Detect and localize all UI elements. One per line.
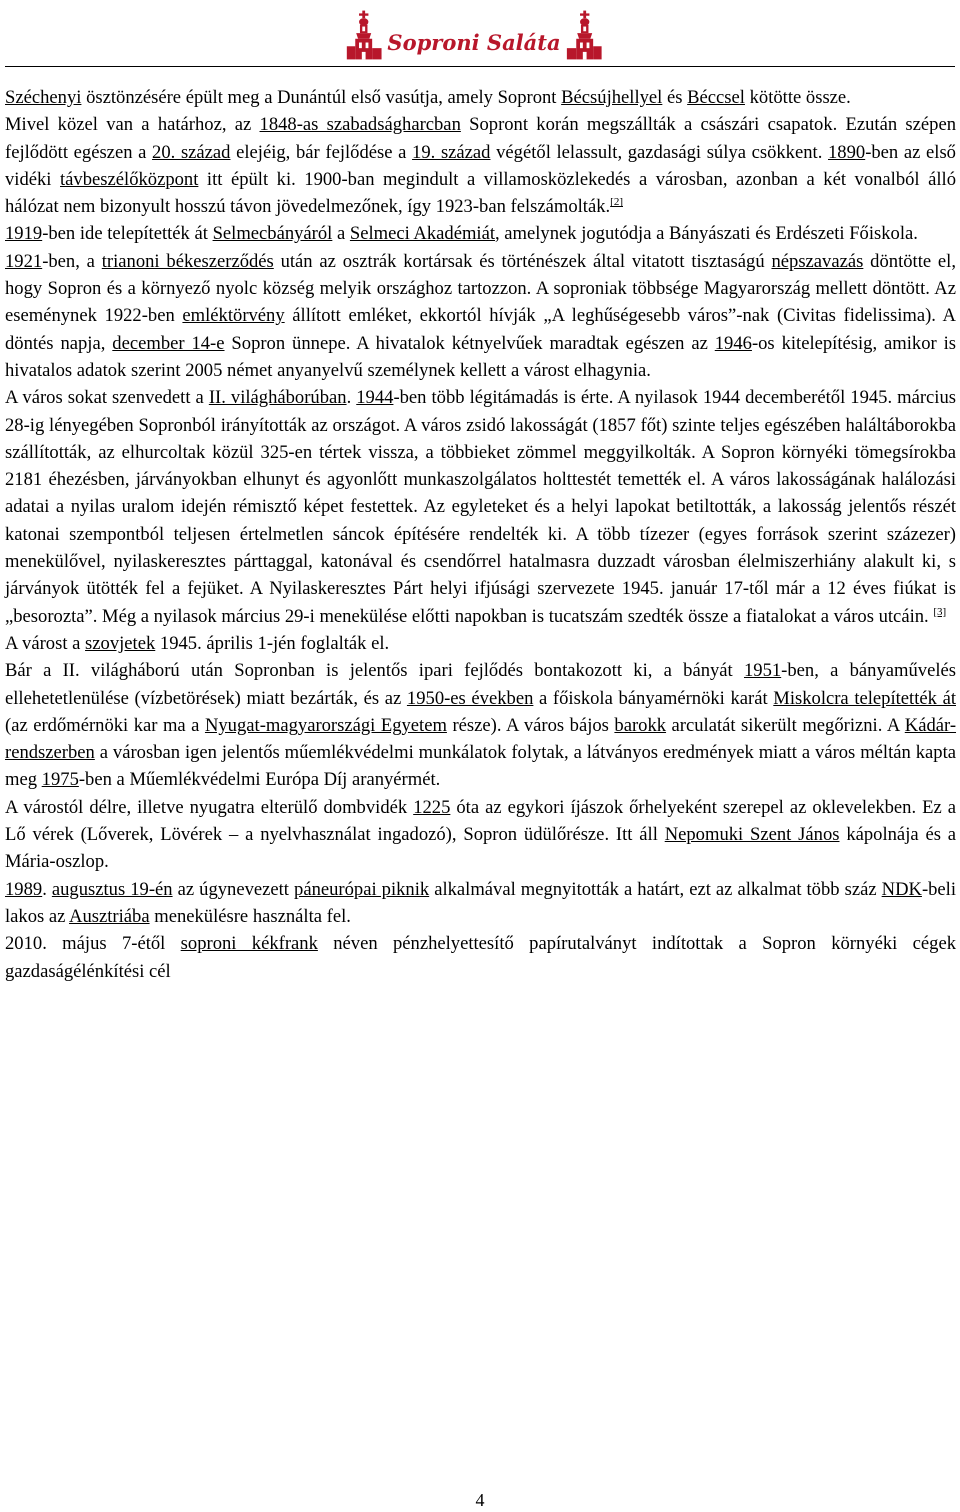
text-run: döntötte el, hogy Sopron és a környező nyolc község melyik országhoz tartozzon. A soproniak többsége Magyarország mellett döntött. Az eseménynek 1922-ben bbox=[5, 250, 956, 327]
wiki-link[interactable]: Miskolcra telepítették át bbox=[773, 687, 956, 709]
text-run: a bbox=[332, 223, 350, 245]
header-divider bbox=[5, 66, 955, 67]
paragraph bbox=[5, 84, 956, 111]
text-run: 2010. május 7-étől bbox=[5, 933, 181, 955]
text-run: A város sokat szenvedett a bbox=[5, 387, 209, 409]
wiki-link[interactable]: Béccsel bbox=[687, 87, 745, 108]
text-run: . bbox=[346, 387, 357, 409]
wiki-link[interactable]: trianoni békeszerződés bbox=[101, 250, 274, 272]
wiki-link[interactable]: emléktörvény bbox=[182, 305, 285, 327]
text-run: A várostól délre, illetve nyugatra elterülő dombvidék bbox=[5, 796, 414, 818]
wiki-link[interactable]: Széchenyi bbox=[5, 87, 82, 108]
text-run: -ben ide telepítették át bbox=[42, 223, 213, 245]
text-run: után az osztrák kortársak és történészek által vitatott tisztaságú bbox=[273, 250, 772, 272]
text-run: . bbox=[42, 878, 52, 900]
text-run: óta az egykori íjászok őrhelyeként szerepel az oklevelekben. Ez a Lő vérek (Lőverek, Lövérek – a nyelvhasználat ingadozó), Sopron üdülőrésze. Itt áll bbox=[5, 796, 957, 846]
wiki-link[interactable]: 1975 bbox=[41, 769, 79, 791]
text-run: -ben az első vidéki bbox=[5, 141, 956, 190]
wiki-link[interactable]: 1890 bbox=[828, 141, 866, 163]
paragraph bbox=[5, 111, 956, 220]
wiki-link[interactable]: Selmeci Akadémiát bbox=[349, 223, 495, 245]
church-tower-icon bbox=[565, 9, 604, 61]
text-run: -ben, a bbox=[42, 250, 102, 272]
wiki-link[interactable]: népszavazás bbox=[771, 250, 864, 272]
text-run: néven pénzhelyettesítő papírutalványt indítottak a Sopron környéki cégek gazdaságélénkítési cél bbox=[5, 933, 956, 982]
wiki-link[interactable]: 1946 bbox=[714, 332, 752, 354]
wiki-link[interactable]: barokk bbox=[614, 714, 667, 736]
text-run: Bár a II. világháború után Sopronban is jelentős ipari fejlődés bontakozott ki, a bányát bbox=[5, 660, 744, 682]
text-run: és bbox=[662, 87, 688, 108]
wiki-link[interactable]: 1921 bbox=[5, 250, 43, 272]
text-run: -ben több légitámadás is érte. A nyilasok 1944 decemberétől 1945. március 28-ig lényegében Sopronból irányították az országot. A város zsidó lakosságát (1857 főt) szinte teljes egészében haláltáborokba szállították, az elhurcoltak közül 325-en tértek vissza, a többieket zömmel meggyilkolták. A Sopron környéki tömegsírokba 2181 éhezésben, járványokban elhunyt és agyonlőtt munkaszolgálatos holttestét temették el. A város lakosságának halálozási adatai a nyilas uralom idején rémisztő képet festettek. Az egyleteket és a helyi lapokat betiltották, a lakosság jelentős részét katonai szempontból teljesen értelmetlen sáncok építésére rendelték ki. A több tízezer (egyes források szerint százezer) menekülővel, nyilaskeresztes párttaggal, katonával és csendőrrel hatalmasra duzzadt városban élelmiszerhiány alakult ki, s járványok ütötték fel a fejüket. A Nyilaskeresztes Párt helyi ifjúsági szervezete 1945. január 17-től már a 12 éves fiúkat is „besorozta”. Még a nyilasok március 29-i menekülése előtti napokban is tucatszám szedték össze a fiatalokat a város utcáin. bbox=[5, 387, 957, 627]
wiki-link[interactable]: Selmecbányáról bbox=[212, 223, 333, 245]
article-body bbox=[5, 84, 956, 985]
text-run: kápolnája és a Mária-oszlop. bbox=[5, 824, 957, 873]
text-run: -os kitelepítésig, amikor is hivatalos adatok szerint 2005 német anyanyelvű személynek kellett a várost elhagynia. bbox=[5, 332, 956, 381]
text-run: kötötte össze. bbox=[744, 87, 851, 108]
text-run: alkalmával megnyitották a határt, ezt az alkalmat több száz bbox=[429, 878, 882, 900]
paragraph bbox=[5, 930, 956, 985]
wiki-link[interactable]: II. világháborúban bbox=[208, 387, 347, 409]
church-tower-icon bbox=[344, 9, 383, 61]
wiki-link[interactable]: 1919 bbox=[5, 223, 43, 245]
paragraph bbox=[5, 384, 956, 630]
text-run: Sopron ünnepe. A hivatalok kétnyelvűek maradtak egészen az bbox=[224, 332, 715, 354]
wiki-link[interactable]: Nepomuki Szent János bbox=[664, 824, 840, 846]
text-run: (az erdőmérnöki kar ma a bbox=[5, 714, 205, 736]
wiki-link[interactable]: Ausztriába bbox=[69, 905, 150, 927]
paragraph bbox=[5, 657, 956, 793]
text-run: az úgynevezett bbox=[172, 878, 295, 900]
text-run: Mivel közel van a határhoz, az bbox=[5, 114, 260, 136]
page-header-title: Soproni Saláta bbox=[387, 29, 561, 55]
paragraph bbox=[5, 876, 956, 931]
text-run: elejéig, bár fejlődése a bbox=[230, 141, 413, 163]
wiki-link[interactable]: páneurópai piknik bbox=[294, 878, 430, 900]
text-run: -ben a Műemlékvédelmi Európa Díj aranyérmét. bbox=[78, 769, 441, 791]
text-run: a városban igen jelentős műemlékvédelmi munkálatok folytak, a látványos eredmények miatt a város méltán kapta meg bbox=[5, 742, 956, 791]
wiki-link[interactable]: szovjetek bbox=[85, 632, 156, 654]
wiki-link[interactable]: Nyugat-magyarországi Egyetem bbox=[204, 714, 447, 736]
wiki-link[interactable]: 19. század bbox=[412, 141, 491, 163]
wiki-link[interactable]: december 14-e bbox=[112, 332, 225, 354]
wiki-link[interactable]: 1951 bbox=[743, 660, 782, 682]
wiki-link[interactable]: 1944 bbox=[356, 387, 394, 409]
header bbox=[344, 4, 604, 66]
wiki-link[interactable]: augusztus 19-én bbox=[51, 878, 173, 900]
text-run: , amelynek jogutódja a Bányászati és Erdészeti Főiskola. bbox=[495, 223, 918, 245]
footnote-link[interactable]: [3] bbox=[933, 605, 947, 618]
wiki-link[interactable]: 1848-as szabadságharcban bbox=[259, 114, 461, 136]
text-run: arculatát sikerült megőrizni. A bbox=[666, 714, 905, 736]
paragraph bbox=[5, 630, 956, 657]
wiki-link[interactable]: 20. század bbox=[152, 141, 231, 163]
text-run: állított emléket, ekkortól hívják „A leghűségesebb város”-nak (Civitas fidelissima). A döntés napja, bbox=[5, 305, 956, 354]
text-run: A várost a bbox=[5, 632, 86, 654]
wiki-link[interactable]: 1950-es években bbox=[406, 687, 534, 709]
text-run: -ben, a bányaművelés ellehetetlenülése (vízbetörések) miatt bezárták, és az bbox=[5, 660, 956, 709]
wiki-link[interactable]: Kádár-rendszerben bbox=[5, 714, 957, 764]
text-run: -beli lakos az bbox=[5, 878, 957, 927]
text-run: menekülésre használta fel. bbox=[149, 905, 351, 927]
paragraph bbox=[5, 794, 956, 876]
paragraph bbox=[5, 248, 956, 384]
wiki-link[interactable]: távbeszélőközpont bbox=[60, 168, 199, 190]
text-run: ösztönzésére épült meg a Dunántúl első vasútja, amely Sopront bbox=[81, 87, 562, 108]
text-run: 1945. április 1-jén foglalták el. bbox=[155, 632, 390, 654]
wiki-link[interactable]: Bécsújhellyel bbox=[561, 87, 663, 108]
text-run: végétől lelassult, gazdasági súlya csökkent. bbox=[490, 141, 828, 163]
text-run: itt épült ki. 1900-ban megindult a villamosközlekedés a városban, azonban a két vonalból álló hálózat nem bizonyult hosszú távon jövedelmezőnek, így 1923-ban felszámolták. bbox=[5, 168, 957, 218]
wiki-link[interactable]: soproni kékfrank bbox=[180, 933, 318, 955]
wiki-link[interactable]: 1989 bbox=[5, 878, 43, 900]
wiki-link[interactable]: NDK bbox=[881, 878, 922, 900]
text-run: a főiskola bányamérnöki karát bbox=[533, 687, 774, 709]
wiki-link[interactable]: 1225 bbox=[413, 796, 451, 818]
page-number: 4 bbox=[475, 1490, 485, 1510]
text-run: része). A város bájos bbox=[446, 714, 615, 736]
text-run: Sopront korán megszállták a császári csapatok. Ezután szépen fejlődött egészen a bbox=[5, 114, 956, 163]
footnote-link[interactable]: [2] bbox=[610, 196, 623, 209]
paragraph bbox=[5, 220, 956, 247]
